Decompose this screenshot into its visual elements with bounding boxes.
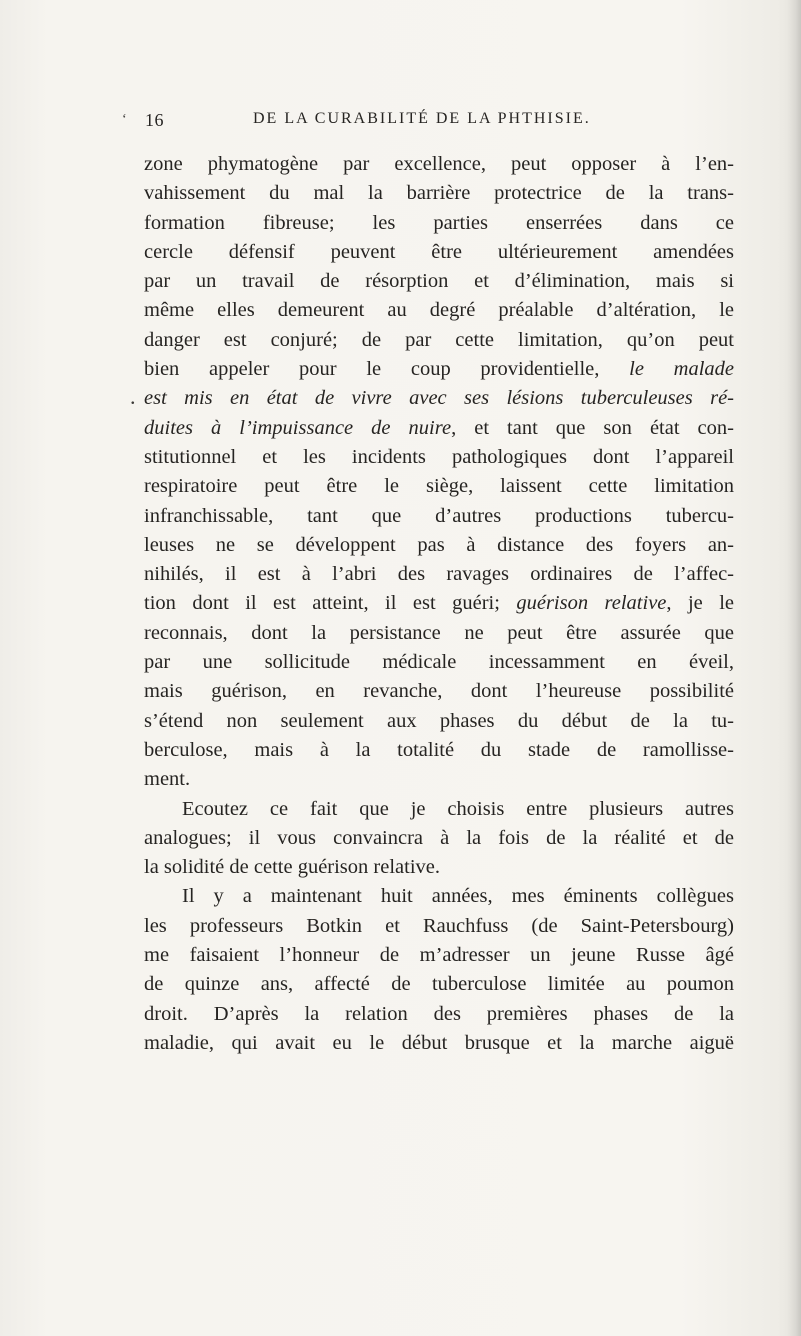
text-line	[144, 560, 734, 589]
text-line	[144, 648, 734, 677]
page-edge-shadow	[787, 0, 801, 1336]
text-line	[144, 179, 734, 208]
line-text: stitutionnel et les incidents pathologiques dont l’appareil	[144, 445, 734, 468]
text-line	[144, 677, 734, 706]
line-text: , et tant que son état con-	[451, 416, 734, 439]
line-text: de quinze ans, affecté de tuberculose limitée au poumon	[144, 973, 734, 996]
text-line	[144, 150, 734, 179]
line-text: respiratoire peut être le siège, laissent cette limitation	[144, 475, 734, 498]
line-text: tion dont il est atteint, il est guéri;	[144, 592, 517, 615]
text-line	[144, 970, 734, 999]
page-number: 16	[145, 110, 164, 130]
italic-text: le malade	[629, 358, 734, 381]
text-line	[144, 1029, 734, 1058]
running-header	[145, 110, 625, 132]
line-text: reconnais, dont la persistance ne peut être assurée que	[144, 621, 734, 644]
line-text: berculose, mais à la totalité du stade de ramollisse-	[144, 738, 734, 761]
line-text: Ecoutez ce fait que je choisis entre plusieurs autres	[182, 797, 734, 820]
line-text: vahissement du mal la barrière protectrice de la trans-	[144, 182, 734, 205]
line-text: même elles demeurent au degré préalable d’altération, le	[144, 299, 734, 322]
line-text: leuses ne se développent pas à distance des foyers an-	[144, 533, 734, 556]
text-line	[144, 941, 734, 970]
text-line	[144, 824, 734, 853]
text-line	[144, 502, 734, 531]
text-line	[144, 209, 734, 238]
line-text: , je le	[666, 592, 734, 615]
text-line	[144, 589, 734, 618]
text-line	[144, 443, 734, 472]
text-line	[144, 707, 734, 736]
line-text: s’étend non seulement aux phases du début de la tu-	[144, 709, 734, 732]
text-line	[144, 326, 734, 355]
line-text: nihilés, il est à l’abri des ravages ordinaires de l’affec-	[144, 563, 734, 586]
text-line	[144, 765, 734, 794]
line-text: zone phymatogène par excellence, peut opposer à l’en-	[144, 153, 734, 175]
text-line	[144, 736, 734, 765]
text-line	[144, 267, 734, 296]
text-line	[144, 795, 734, 824]
line-text: Il y a maintenant huit années, mes éminents collègues	[182, 885, 734, 908]
line-text: par une sollicitude médicale incessamment en éveil,	[144, 651, 734, 674]
margin-mark-top: ‘	[122, 112, 127, 127]
text-line	[144, 619, 734, 648]
line-text: maladie, qui avait eu le début brusque et la marche aiguë	[144, 1031, 734, 1054]
text-line	[144, 238, 734, 267]
line-text: par un travail de résorption et d’élimination, mais si	[144, 270, 734, 293]
line-text: infranchissable, tant que d’autres productions tubercu-	[144, 504, 734, 527]
text-line	[144, 882, 734, 911]
line-text: droit. D’après la relation des premières phases de la	[144, 1002, 734, 1025]
line-text: danger est conjuré; de par cette limitation, qu’on peut	[144, 328, 734, 351]
line-text: me faisaient l’honneur de m’adresser un jeune Russe âgé	[144, 944, 734, 967]
italic-text: duites à l’impuissance de nuire	[144, 416, 452, 439]
line-text: bien appeler pour le coup providentielle,	[144, 358, 630, 381]
line-text: les professeurs Botkin et Rauchfuss (de Saint-Petersbourg)	[144, 914, 734, 937]
italic-text: guérison relative	[516, 592, 667, 615]
line-text: ment.	[144, 768, 191, 791]
line-text: mais guérison, en revanche, dont l’heureuse possibilité	[144, 680, 734, 703]
text-line	[144, 384, 734, 413]
line-text: analogues; il vous convaincra à la fois de la réalité et de	[144, 826, 734, 849]
text-line	[144, 912, 734, 941]
body-text	[144, 150, 734, 1058]
line-text: cercle défensif peuvent être ultérieurement amendées	[144, 240, 734, 263]
text-line	[144, 296, 734, 325]
line-text: la solidité de cette guérison relative.	[144, 856, 440, 879]
text-line	[144, 472, 734, 501]
running-title: DE LA CURABILITÉ DE LA PHTHISIE.	[253, 110, 591, 127]
italic-text: est mis en état de vivre avec ses lésions tuberculeuses ré-	[144, 387, 734, 410]
text-line	[144, 853, 734, 882]
margin-mark-line: .	[130, 384, 136, 409]
text-line	[144, 531, 734, 560]
text-line	[144, 355, 734, 384]
text-line	[144, 414, 734, 443]
line-text: formation fibreuse; les parties enserrées dans ce	[144, 211, 734, 234]
text-line	[144, 1000, 734, 1029]
